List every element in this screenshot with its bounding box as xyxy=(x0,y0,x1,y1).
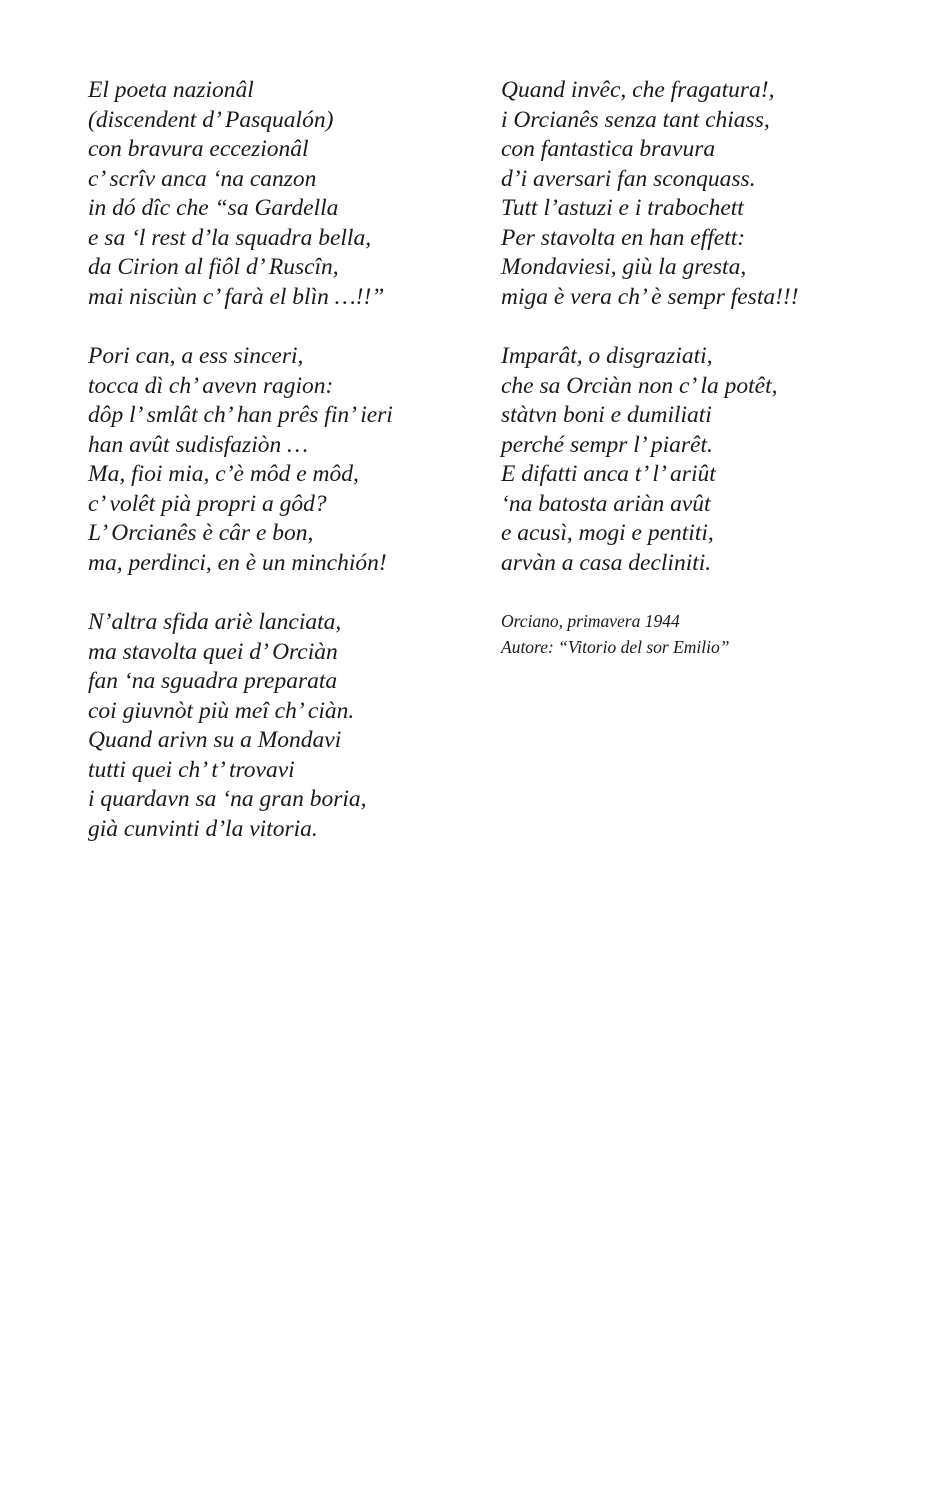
verse-line: Imparât, o disgraziati, xyxy=(501,343,713,369)
verse-line: Ma, fioi mia, c’è môd e môd, xyxy=(88,461,359,487)
verse-line: miga è vera ch’ è sempr festa!!! xyxy=(501,283,799,310)
verse-line: e acusì, mogi e pentiti, xyxy=(501,520,714,546)
verse-line: i Orcianês senza tant chiass, xyxy=(501,106,770,133)
verse-line: d’i aversari fan sconquass. xyxy=(501,165,756,192)
verse-line: da Cirion al fiôl d’ Ruscîn, xyxy=(88,254,339,280)
stanza-1 xyxy=(88,76,478,312)
verse-line: Quand invêc, che fragatura!, xyxy=(501,77,775,103)
verse-line: con fantastica bravura xyxy=(501,136,716,162)
verse-line: ma stavolta quei d’ Orciàn xyxy=(88,638,338,665)
verse-line: N’altra sfida ariè lanciata, xyxy=(88,609,342,635)
verse-line: c’ volêt pià propri a gôd? xyxy=(88,490,327,517)
verse-line: fan ‘na sguadra preparata xyxy=(88,668,338,694)
verse-line: già cunvinti d’la vitoria. xyxy=(88,815,318,842)
verse-line: (discendent d’ Pasqualón) xyxy=(88,106,334,133)
verse-line: Pori can, a ess sinceri, xyxy=(88,343,304,369)
verse-line: che sa Orciàn non c’ la potêt, xyxy=(501,372,778,399)
stanza-3 xyxy=(88,608,478,844)
verse-line: mai nisciùn c’ farà el blìn …!!” xyxy=(88,283,385,310)
signature-block xyxy=(501,608,901,660)
verse-line: dôp l’ smlât ch’ han prês fin’ ieri xyxy=(88,402,393,428)
verse-line: han avût sudisfaziòn … xyxy=(88,431,309,458)
verse-line: Per stavolta en han effett: xyxy=(501,224,746,251)
place-date: Orciano, primavera 1944 xyxy=(501,611,680,631)
verse-line: e sa ‘l rest d’la squadra bella, xyxy=(88,224,372,251)
verse-line: L’ Orcianês è câr e bon, xyxy=(88,520,314,546)
author-credit: Autore: “Vitorio del sor Emilio” xyxy=(501,637,730,657)
verse-line: i quardavn sa ‘na gran boria, xyxy=(88,786,367,812)
verse-line: arvàn a casa decliniti. xyxy=(501,549,712,576)
verse-line: coi giuvnòt più meî ch’ ciàn. xyxy=(88,697,355,724)
verse-line: Tutt l’astuzi e i trabochett xyxy=(501,195,744,221)
verse-line: in dó dîc che “sa Gardella xyxy=(88,195,339,221)
verse-line: Mondaviesi, giù la gresta, xyxy=(501,254,747,280)
verse-line: Quand arivn su a Mondavi xyxy=(88,727,342,753)
stanza-5 xyxy=(501,342,901,578)
stanza-4 xyxy=(501,76,901,312)
verse-line: ma, perdinci, en è un minchión! xyxy=(88,549,387,576)
verse-line: tutti quei ch’ t’ trovavi xyxy=(88,756,295,783)
verse-line: stàtvn boni e dumiliati xyxy=(501,402,712,428)
verse-line: perché sempr l’ piarêt. xyxy=(501,431,713,458)
verse-line: E difatti anca t’ l’ ariût xyxy=(501,461,716,487)
left-column xyxy=(88,76,478,874)
stanza-2 xyxy=(88,342,478,578)
right-column xyxy=(501,76,901,660)
verse-line: El poeta nazionâl xyxy=(88,77,254,103)
verse-line: c’ scrîv anca ‘na canzon xyxy=(88,165,317,192)
verse-line: tocca dì ch’ avevn ragion: xyxy=(88,372,334,399)
verse-line: ‘na batosta ariàn avût xyxy=(501,490,711,517)
verse-line: con bravura eccezionâl xyxy=(88,136,309,162)
